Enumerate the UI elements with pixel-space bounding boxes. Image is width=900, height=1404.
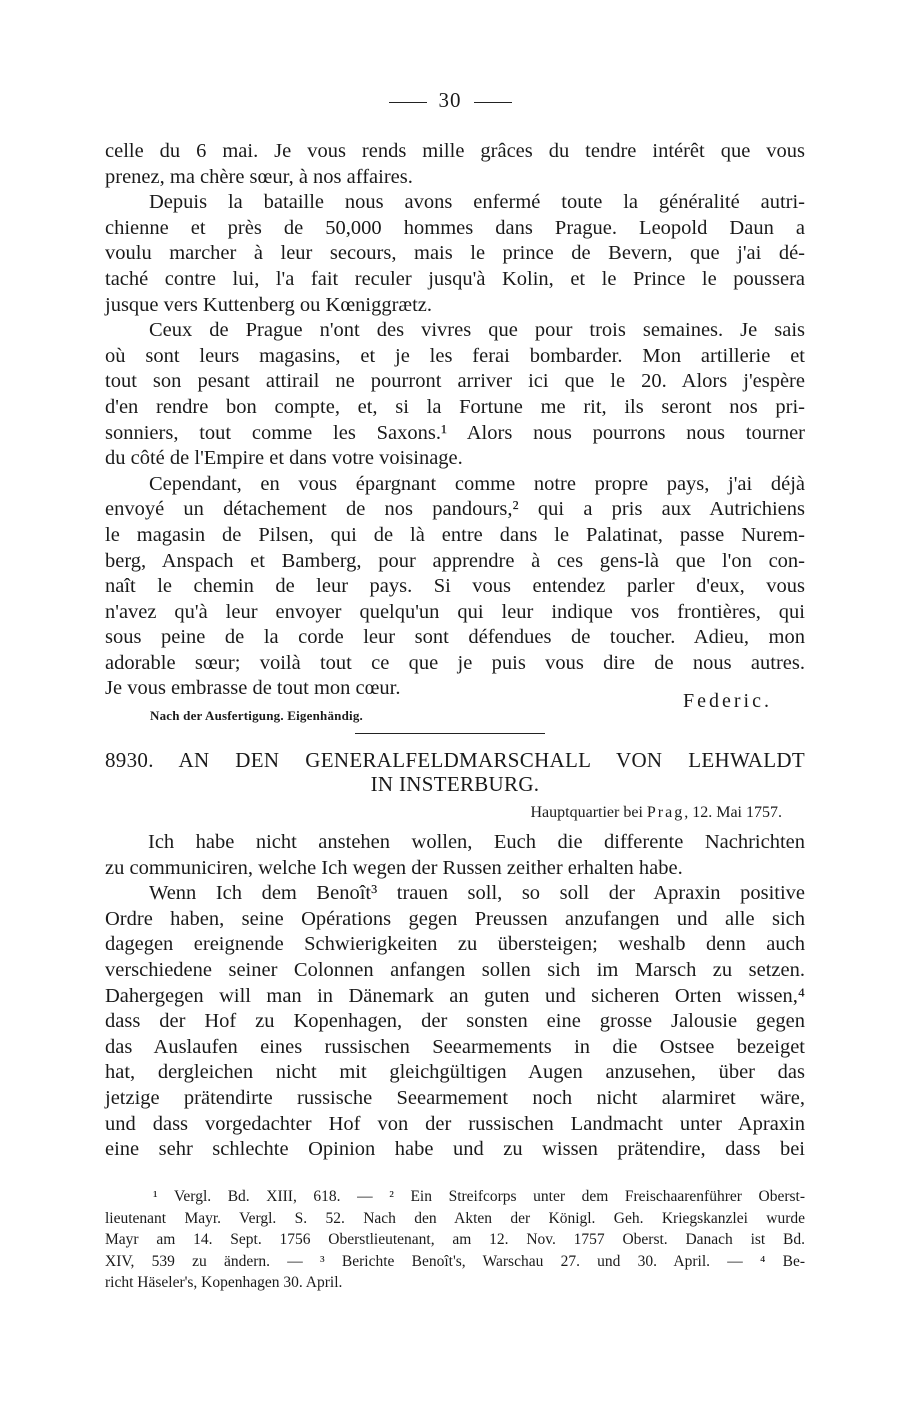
footnote-line: ¹ Vergl. Bd. XIII, 618. — ² Ein Streifcorps unter dem Freischaarenführer Oberst-: [153, 1188, 805, 1205]
dateline-date: , 12. Mai 1757.: [684, 804, 782, 821]
text-line: dass der Hof zu Kopenhagen, der sonsten eine grosse Jalousie gegen: [105, 1010, 805, 1033]
text-line: Cependant, en vous épargnant comme notre propre pays, j'ai déjà: [149, 472, 805, 495]
text-line: voulu marcher à leur secours, mais le prince de Bevern, que j'ai dé-: [105, 242, 805, 265]
text-line: Je vous embrasse de tout mon cœur.: [105, 677, 401, 700]
document-heading-recipient: IN INSTERBURG.: [370, 772, 540, 796]
text-line: adorable sœur; voilà tout ce que je puis vous dire de nous autres.: [105, 651, 805, 674]
footnote-line: richt Häseler's, Kopenhagen 30. April.: [105, 1274, 343, 1292]
text-line: tout son pesant attirail ne pourront arriver ici que le 20. Alors j'espère: [105, 370, 805, 393]
text-line: das Auslaufen eines russischen Seearmements in die Ostsee bezeiget: [105, 1035, 805, 1058]
header-rule-right: [474, 102, 512, 103]
text-line: n'avez qu'à leur envoyer quelqu'un qui leur indique vos frontières, qui: [105, 600, 805, 623]
dateline: [530, 804, 782, 822]
text-line: le magasin de Pilsen, qui de là entre dans le Palatinat, passe Nurem-: [105, 523, 805, 546]
text-line: celle du 6 mai. Je vous rends mille grâces du tendre intérêt que vous: [105, 140, 805, 162]
text-line: dagegen ereignende Schwierigkeiten zu übersteigen; weshalb denn auch: [105, 933, 805, 956]
text-line: chienne et près de 50,000 hommes dans Prague. Leopold Daun a: [105, 216, 805, 239]
text-line: Ich habe nicht anstehen wollen, Euch die differente Nachrichten: [148, 831, 805, 853]
text-line: sous peine de la corde leur sont défendues de toucher. Adieu, mon: [105, 626, 805, 649]
text-line: sonniers, tout comme les Saxons.¹ Alors nous pourrons nous tourner: [105, 421, 805, 444]
text-line: envoyé un détachement de nos pandours,² qui a pris aux Autrichiens: [105, 498, 805, 521]
text-line: où sont leurs magasins, et je les ferai bombarder. Mon artillerie et: [105, 344, 805, 367]
text-line: Depuis la bataille nous avons enfermé toute la généralité autri-: [149, 191, 805, 214]
text-line: zu communiciren, welche Ich wegen der Russen zeither erhalten habe.: [105, 856, 683, 879]
text-line: eine sehr schlechte Opinion habe und zu wissen prätendire, dass bei: [105, 1138, 805, 1161]
text-line: du côté de l'Empire et dans votre voisinage.: [105, 447, 463, 470]
dateline-prefix: Hauptquartier bei: [530, 804, 647, 821]
footnotes: [105, 1186, 805, 1294]
text-line: prenez, ma chère sœur, à nos affaires.: [105, 165, 413, 188]
text-line: jusque vers Kuttenberg ou Kœniggrætz.: [105, 293, 432, 316]
section-divider: [355, 733, 545, 734]
text-line: und dass vorgedachter Hof von der russischen Landmacht unter Apraxin: [105, 1112, 805, 1135]
text-line: verschiedene seiner Colonnen anfangen sollen sich im Marsch zu setzen.: [105, 958, 805, 981]
text-line: hat, dergleichen nicht mit gleichgültigen Augen anzusehen, über das: [105, 1061, 805, 1084]
footnote-line: lieutenant Mayr. Vergl. S. 52. Nach den Akten der Königl. Geh. Kriegskanzlei wurde: [105, 1209, 805, 1227]
text-line: Dahergegen will man in Dänemark an guten und sicheren Orten wissen,⁴: [105, 984, 805, 1007]
text-line: Ordre haben, seine Opérations gegen Preussen anzufangen und alle sich: [105, 907, 805, 930]
page-number: 30: [438, 88, 462, 112]
document-heading: 8930. AN DEN GENERALFELDMARSCHALL VON LEHWALDT: [105, 748, 805, 772]
header-rule-left: [389, 102, 427, 103]
letter-body: [105, 830, 805, 1163]
text-line: Wenn Ich dem Benoît³ trauen soll, so soll der Apraxin positive: [149, 882, 805, 905]
page-header: [0, 88, 900, 113]
text-line: berg, Anspach et Bamberg, pour apprendre à ces gens-là que l'on con-: [105, 549, 805, 572]
text-line: Ceux de Prague n'ont des vivres que pour trois semaines. Je sais: [149, 319, 805, 342]
signature: Federic.: [683, 690, 772, 712]
letter-end-text: [105, 139, 805, 702]
footnote-line: XIV, 539 zu ändern. — ³ Berichte Benoît's, Warschau 27. und 30. April. — ⁴ Be-: [105, 1252, 805, 1270]
footnote-line: Mayr am 14. Sept. 1756 Oberstlieutenant, am 12. Nov. 1757 Oberst. Danach ist Bd.: [105, 1231, 805, 1249]
text-line: naît le chemin de leur pays. Si vous entendez parler d'eux, vous: [105, 575, 805, 598]
text-line: jetzige prätendirte russische Seearmement noch nicht alarmiret wäre,: [105, 1086, 805, 1109]
text-line: d'en rendre bon compte, et, si la Fortune me rit, ils seront nos pri-: [105, 395, 805, 418]
text-line: taché contre lui, l'a fait reculer jusqu'à Kolin, et le Prince le poussera: [105, 267, 805, 290]
dateline-place: Prag: [646, 804, 685, 821]
source-note: Nach der Ausfertigung. Eigenhändig.: [150, 708, 363, 723]
